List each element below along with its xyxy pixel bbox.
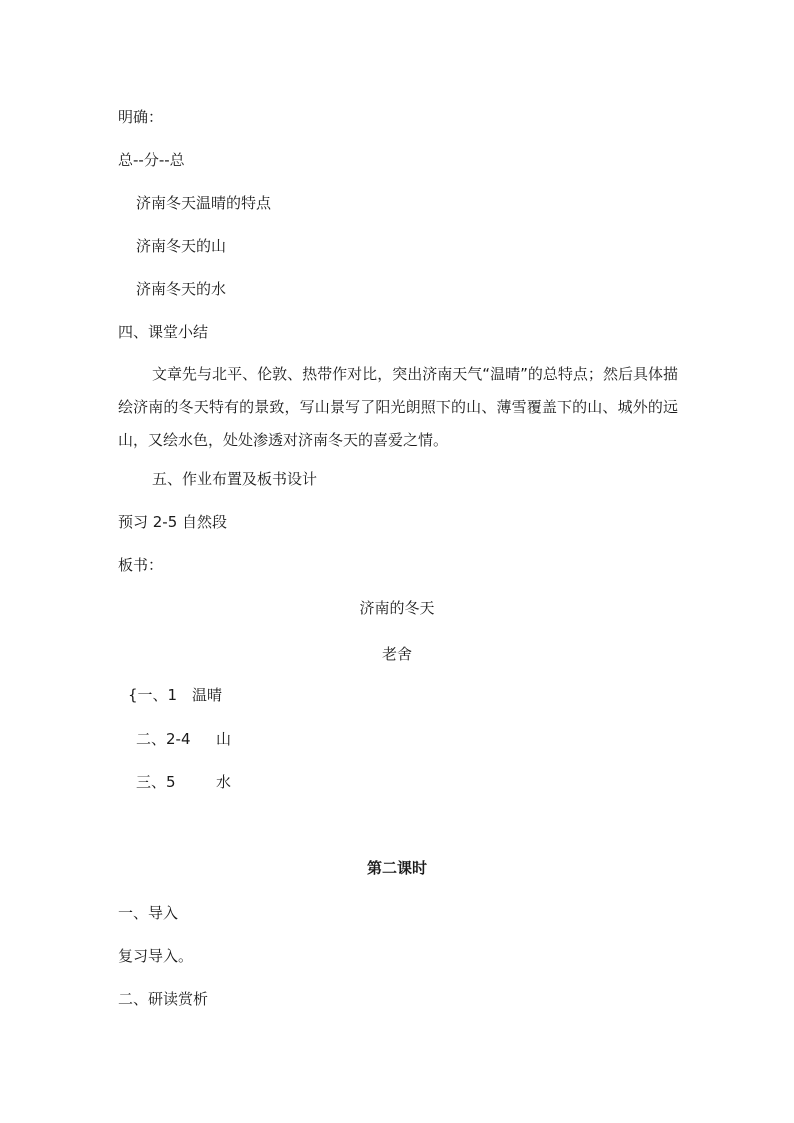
board-title: 济南的冬天	[359, 599, 435, 617]
board-row-topic-3: 水	[216, 773, 232, 791]
board-author: 老舍	[381, 645, 412, 663]
board-row-part-1: {一、1	[128, 686, 178, 704]
point-item-1: 济南冬天温晴的特点	[136, 194, 272, 212]
point-item-2: 济南冬天的山	[136, 237, 227, 255]
summary-paragraph: 文章先与北平、伦敦、热带作对比，突出济南天气“温晴”的总特点；然后具体描绘济南的冬天特有的景致，写山景写了阳光朗照下的山、薄雪覆盖下的山、城外的远山，又绘水色，处处渗透对济南冬天的喜爱之情。	[118, 365, 678, 449]
section-five-title: 五、作业布置及板书设计	[152, 470, 318, 488]
board-row-topic-2: 山	[216, 730, 232, 748]
board-row-part-3: 三、5	[136, 773, 176, 791]
structure-text: 总--分--总	[118, 151, 185, 169]
section-four-title: 四、课堂小结	[118, 323, 209, 341]
lesson-two-section-two: 二、研读赏析	[118, 990, 209, 1008]
board-label: 板书：	[118, 556, 164, 574]
lesson-two-intro: 复习导入。	[118, 947, 194, 965]
lesson-two-heading: 第二课时	[366, 859, 427, 877]
board-row-part-2: 二、2-4	[136, 730, 191, 748]
lesson-two-section-one: 一、导入	[118, 904, 179, 922]
board-row-topic-1: 温晴	[192, 686, 223, 704]
point-item-3: 济南冬天的水	[136, 280, 227, 298]
homework-text: 预习 2-5 自然段	[118, 513, 228, 531]
clarify-label: 明确：	[118, 108, 164, 126]
